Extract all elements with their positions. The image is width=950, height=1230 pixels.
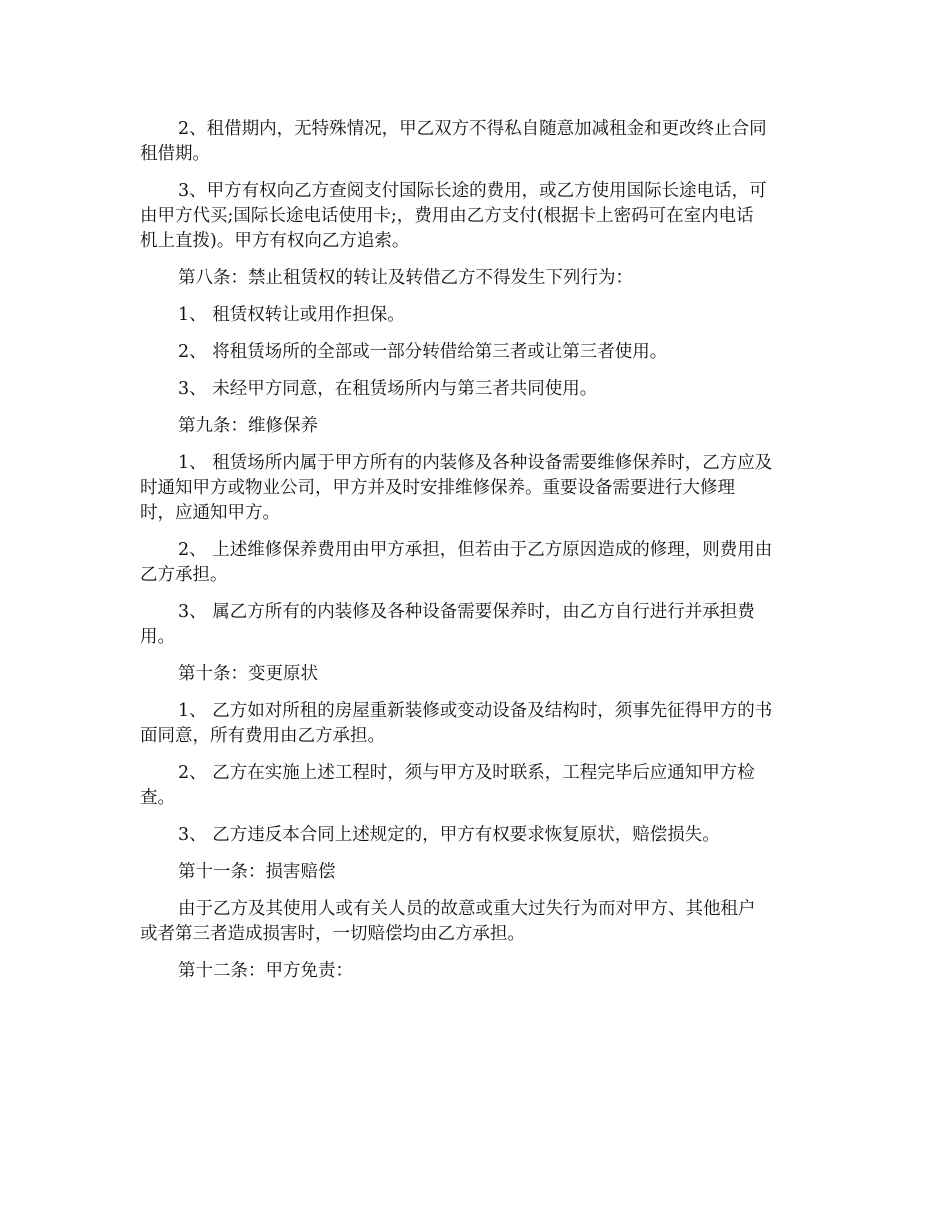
paragraph-line: 2、 将租赁场所的全部或一部分转借给第三者或让第三者使用。 (178, 342, 668, 362)
paragraph-line: 2、租借期内，无特殊情况，甲乙双方不得私自随意加减租金和更改终止合同 (178, 119, 767, 139)
paragraph-line: 2、 上述维修保养费用由甲方承担，但若由于乙方原因造成的修理，则费用由 (178, 540, 773, 560)
paragraph-line: 2、 乙方在实施上述工程时，须与甲方及时联系，工程完毕后应通知甲方检 (178, 763, 755, 783)
paragraph-line: 时，应通知甲方。 (140, 503, 280, 523)
paragraph-line: 3、 属乙方所有的内装修及各种设备需要保养时，由乙方自行进行并承担费 (178, 602, 755, 622)
article-heading: 第九条：维修保养 (178, 416, 318, 436)
paragraph-line: 3、甲方有权向乙方查阅支付国际长途的费用，或乙方使用国际长途电话，可 (178, 181, 767, 201)
article-heading: 第十二条：甲方免责： (178, 961, 353, 981)
paragraph-line: 由甲方代买;国际长途电话使用卡;，费用由乙方支付(根据卡上密码可在室内电话 (140, 206, 754, 226)
paragraph-line: 机上直拨)。甲方有权向乙方追索。 (140, 231, 410, 251)
paragraph-line: 1、 租赁场所内属于甲方所有的内装修及各种设备需要维修保养时，乙方应及 (178, 453, 773, 473)
document-body (140, 117, 815, 984)
article-heading: 第八条：禁止租赁权的转让及转借乙方不得发生下列行为： (178, 268, 633, 288)
paragraph-line: 3、 未经甲方同意，在租赁场所内与第三者共同使用。 (178, 379, 598, 399)
paragraph-line: 查。 (140, 788, 175, 808)
article-heading: 第十条：变更原状 (178, 664, 318, 684)
paragraph-line: 租借期。 (140, 144, 210, 164)
paragraph-line: 1、 租赁权转让或用作担保。 (178, 305, 405, 325)
article-heading: 第十一条：损害赔偿 (178, 862, 336, 882)
paragraph-line: 用。 (140, 627, 175, 647)
paragraph-line: 或者第三者造成损害时，一切赔偿均由乙方承担。 (140, 924, 525, 944)
paragraph-line: 1、 乙方如对所租的房屋重新装修或变动设备及结构时，须事先征得甲方的书 (178, 701, 773, 721)
paragraph-line: 由于乙方及其使用人或有关人员的故意或重大过失行为而对甲方、其他租户 (178, 899, 756, 919)
paragraph-line: 面同意，所有费用由乙方承担。 (140, 726, 385, 746)
paragraph-line: 3、 乙方违反本合同上述规定的，甲方有权要求恢复原状，赔偿损失。 (178, 825, 720, 845)
paragraph-line: 乙方承担。 (140, 565, 228, 585)
paragraph-line: 时通知甲方或物业公司，甲方并及时安排维修保养。重要设备需要进行大修理 (140, 478, 735, 498)
